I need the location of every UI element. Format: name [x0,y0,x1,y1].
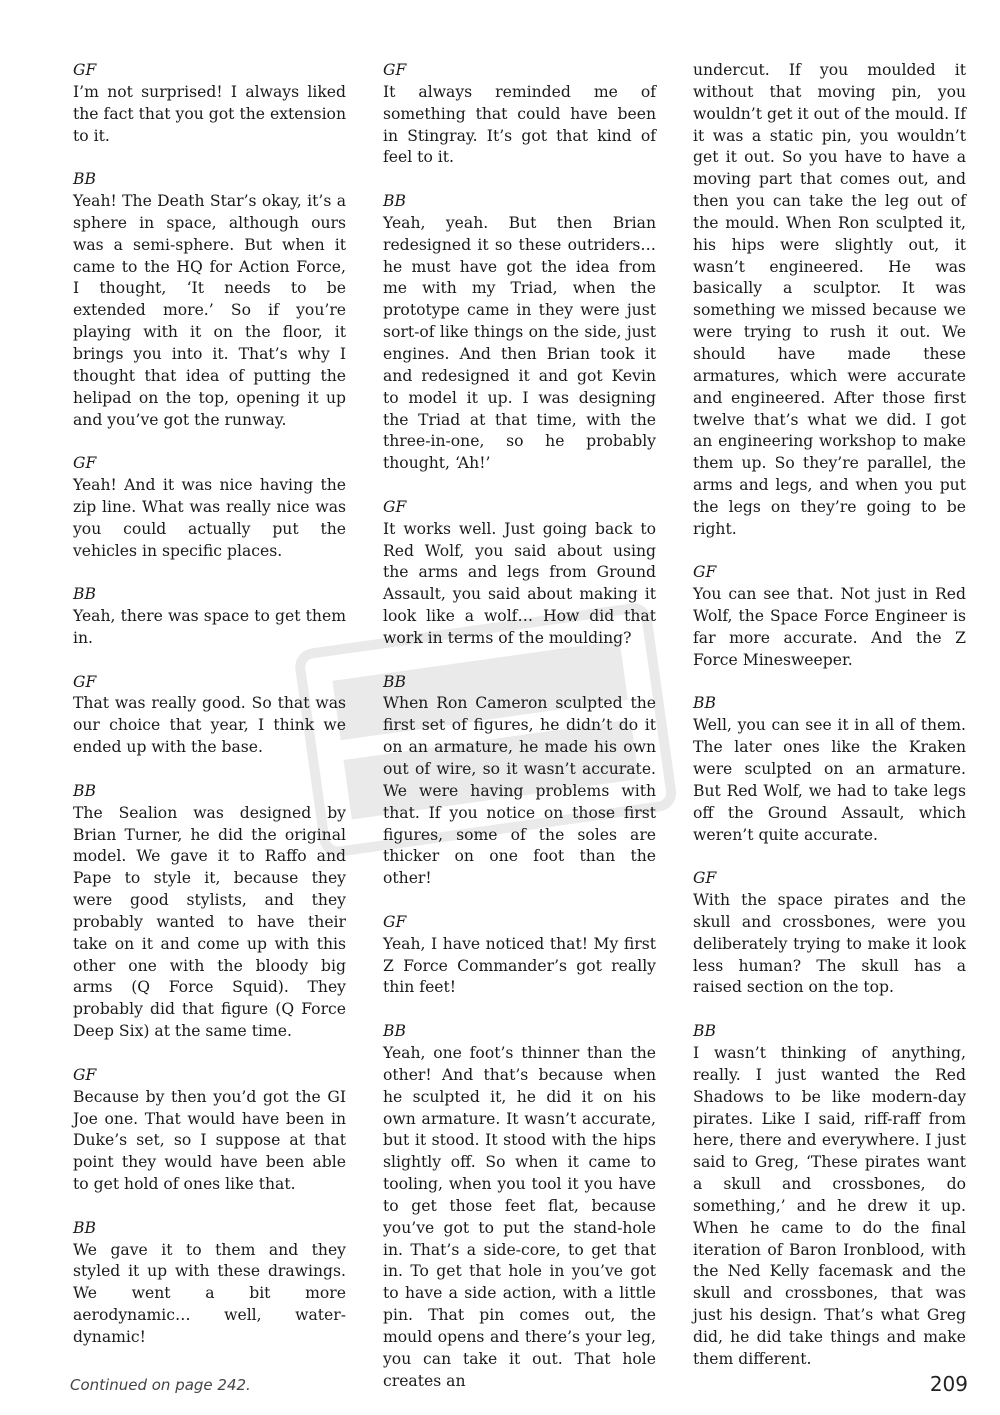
paragraph-text: You can see that. Not just in Red Wolf, the Space Force Engineer is far more accurate. And the Z Force Minesweeper. [693,585,966,669]
interview-block [693,60,966,541]
paragraph-text: Yeah, there was space to get them in. [73,607,346,647]
speaker-label: GF [73,454,97,473]
speaker-label: BB [73,170,96,189]
speaker-label: BB [693,694,716,713]
interview-block [383,672,656,890]
interview-block [73,453,346,562]
paragraph-text: Because by then you’d got the GI Joe one. That would have been in Duke’s set, so I suppose at that point they would have been able to get hold of ones like that. [73,1087,346,1194]
interview-block [383,912,656,999]
page-number: 209 [929,1372,968,1396]
speaker-label: GF [73,1065,97,1084]
paragraph-text: Yeah, yeah. But then Brian redesigned it so these outriders… he must have got the idea from me with my Triad, when the prototype came in they were just sort-of like things on the side, just engines. And then Brian took it and redesigned it and got Kevin to model it up. I was designing the Triad at that time, with the three-in-one, so he probably thought, ‘Ah!’ [383,213,656,473]
speaker-label: GF [73,61,97,79]
paragraph-text: When Ron Cameron sculpted the first set of figures, he didn’t do it on an armature, he made his own out of wire, so it wasn’t accurate. We were having problems with that. If you notice on those first figures, some of the soles are thicker on one foot than the other! [383,694,656,888]
speaker-label: BB [73,1218,96,1237]
column-1 [73,60,346,1371]
paragraph-text: Yeah, I have noticed that! My first Z Force Commander’s got really thin feet! [383,934,656,997]
speaker-label: BB [383,672,406,691]
paragraph-text: We gave it to them and they styled it up with these drawings. We went a bit more aerodynamic… well, water-dynamic! [73,1240,346,1346]
speaker-label: GF [383,61,407,79]
interview-block [693,693,966,846]
paragraph-text: Well, you can see it in all of them. The later ones like the Kraken were sculpted on an armature. But Red Wolf, we had to take legs off the Ground Assault, which weren’t quite accurate. [693,716,966,844]
paragraph-text: Yeah, one foot’s thinner than the other! And that’s because when he sculpted it, he did it on his own armature. It wasn’t accurate, but it stood. It stood with the hips slightly off. So when it came to tooling, when you tool it you have to get those feet flat, because you’ve got to put the stand-hole in. That’s a side-core, to get that in. To get that hole in you’ve got to have a side action, with a little pin. That pin comes out, the mould opens and there’s your leg, you can take it out. That hole creates an [383,1043,656,1390]
paragraph-text: It always reminded me of something that could have been in Stingray. It’s got that kind of feel to it. [383,82,656,167]
interview-block [73,781,346,1043]
paragraph-text: Yeah! And it was nice having the zip line. What was really nice was you could actually put the vehicles in specific places. [73,476,346,560]
interview-block [693,562,966,671]
paragraph-text: Yeah! The Death Star’s okay, it’s a sphere in space, although ours was a semi-sphere. But when it came to the HQ for Action Force, I thought, ‘It needs to be extended more.’ So if you’re playing with it on the floor, it brings you into it. That’s why I thought that idea of putting the helipad on the top, opening it up and you’ve got the runway. [73,192,346,429]
paragraph-text: It works well. Just going back to Red Wolf, you said about using the arms and legs from Ground Assault, you said about making it look like a wolf… How did that work in terms of the moulding? [383,519,656,647]
speaker-label: GF [73,672,97,691]
interview-block [383,60,656,169]
speaker-label: GF [383,497,407,516]
speaker-label: BB [73,585,96,604]
interview-block [383,497,656,650]
interview-block [73,672,346,759]
interview-block [383,1021,656,1392]
continued-note: Continued on page 242. [70,1376,251,1394]
paragraph-text: That was really good. So that was our choice that year, I think we ended up with the base. [73,694,346,757]
speaker-label: GF [383,912,407,931]
paragraph-text: I wasn’t thinking of anything, really. I just wanted the Red Shadows to be like modern-day pirates. Like I said, riff-raff from here, there and everywhere. I just said to Greg, ‘These pirates want a skull and crossbones, do something,’ and he drew it up. When he came to do the final iteration of Baron Ironblood, with the Ned Kelly facemask and the skull and crossbones, that was just his design. That’s what Greg did, he did take things and make them different. [693,1043,966,1368]
interview-block [383,191,656,475]
interview-block [693,1021,966,1371]
interview-block [73,1065,346,1196]
interview-block [73,169,346,431]
paragraph-text: With the space pirates and the skull and crossbones, were you deliberately trying to make it look less human? The skull has a raised section on the top. [693,891,966,997]
interview-block [73,1218,346,1349]
speaker-label: BB [73,781,96,800]
speaker-label: BB [383,192,406,211]
interview-block [693,868,966,999]
paragraph-text: I’m not surprised! I always liked the fact that you got the extension to it. [73,82,346,145]
speaker-label: BB [693,1022,716,1041]
paragraph-text: The Sealion was designed by Brian Turner, he did the original model. We gave it to Raffo and Pape to style it, because they were good stylists, and they probably wanted to have their take on it and come up with this other one with the bloody big arms (Q Force Squid). They probably did that figure (Q Force Deep Six) at the same time. [73,803,346,1041]
column-2 [383,60,656,1414]
interview-block [73,60,346,147]
speaker-label: GF [693,563,717,582]
interview-block [73,584,346,650]
speaker-label: BB [383,1022,406,1041]
column-3 [693,60,966,1392]
speaker-label: GF [693,869,717,888]
paragraph-text: undercut. If you moulded it without that moving pin, you wouldn’t get it out of the mould. If it was a static pin, you wouldn’t get it out. So you have to have a moving part that comes out, and then you can take the leg out of the mould. When Ron sculpted it, his hips were slightly out, it wasn’t engineered. He was basically a sculptor. It was something we missed because we were trying to rush it out. We should have made these armatures, which were accurate and engineered. After those first twelve that’s what we did. I got an engineering workshop to make them up. So they’re parallel, the arms and legs, and when you put the legs on they’re going to be right. [693,61,966,538]
